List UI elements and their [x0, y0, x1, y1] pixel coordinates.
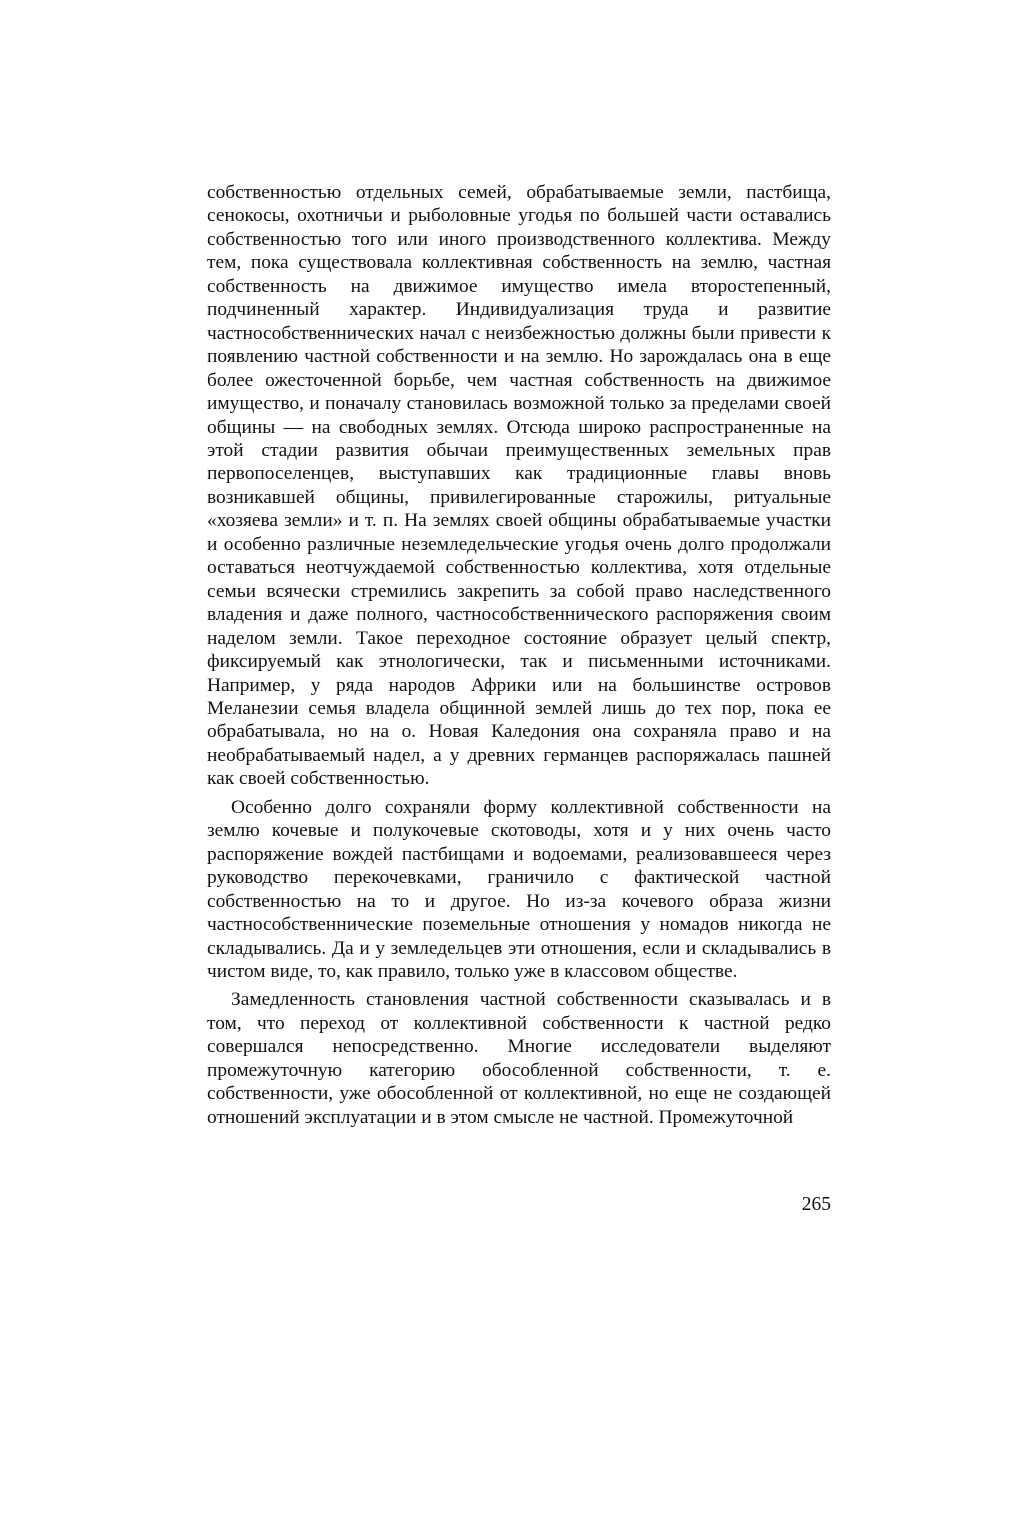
page-number: 265 — [801, 1194, 831, 1215]
body-text — [207, 181, 831, 1129]
paragraph-continuation: собственностью отдельных семей, обрабатываемые земли, пастбища, сенокосы, охотничьи и рыболовные угодья по большей части оставались собственностью того или иного производственного коллектива. Между тем, пока существовала коллективная собственность на землю, частная собственность на движимое имущество имела второстепенный, подчиненный характер. Индивидуализация труда и развитие частнособственнических начал с неизбежностью должны были привести к появлению частной собственности и на землю. Но зарождалась она в еще более ожесточенной борьбе, чем частная собственность на движимое имущество, и поначалу становилась возможной только за пределами своей общины — на свободных землях. Отсюда широко распространенные на этой стадии развития обычаи преимущественных земельных прав первопоселенцев, выступавших как традиционные главы вновь возникавшей общины, привилегированные старожилы, ритуальные «хозяева земли» и т. п. На землях своей общины обрабатываемые участки и особенно различные неземледельческие угодья очень долго продолжали оставаться неотчуждаемой собственностью коллектива, хотя отдельные семьи всячески стремились закрепить за собой право наследственного владения и даже полного, частнособственнического распоряжения своим наделом земли. Такое переходное состояние образует целый спектр, фиксируемый как этнологически, так и письменными источниками. Например, у ряда народов Африки или на большинстве островов Меланезии семья владела общинной землей лишь до тех пор, пока ее обрабатывала, но на о. Новая Каледония она сохраняла право и на необрабатываемый надел, а у древних германцев распоряжалась пашней как своей собственностью. — [207, 182, 831, 790]
paragraph-isolated-property: Замедленность становления частной собственности сказывалась и в том, что переход от коллективной собственности к частной редко совершался непосредственно. Многие исследователи выделяют промежуточную категорию обособленной собственности, т. е. собственности, уже обособленной от коллективной, но еще не создающей отношений эксплуатации и в этом смысле не частной. Промежуточной — [207, 989, 831, 1128]
paragraph-nomads: Особенно долго сохраняли форму коллективной собственности на землю кочевые и полукочевые скотоводы, хотя и у них очень часто распоряжение вождей пастбищами и водоемами, реализовавшееся через руководство перекочевками, граничило с фактической частной собственностью на то и другое. Но из-за кочевого образа жизни частнособственнические поземельные отношения у номадов никогда не складывались. Да и у земледельцев эти отношения, если и складывались в чистом виде, то, как правило, только уже в классовом обществе. — [207, 796, 831, 982]
